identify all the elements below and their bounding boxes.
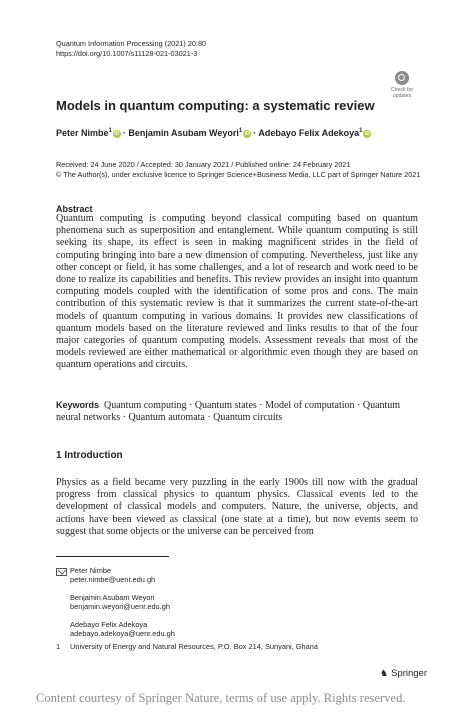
contact-name: Peter Nimbe [70, 566, 112, 575]
abstract-heading: Abstract [56, 204, 93, 214]
contact-email[interactable]: peter.nimbe@uenr.edu.gh [70, 575, 156, 585]
section-heading-introduction: 1 Introduction [56, 450, 123, 461]
check-for-updates-badge[interactable] [382, 71, 422, 102]
check-updates-icon [395, 71, 409, 85]
springer-horse-icon: ♞ [380, 668, 389, 678]
author-name[interactable]: Benjamin Asubam Weyori [128, 128, 239, 138]
article-title: Models in quantum computing: a systematic review [56, 98, 375, 113]
contact-list [70, 566, 175, 638]
orcid-icon[interactable]: iD [244, 130, 250, 137]
doi-link[interactable]: https://doi.org/10.1007/s11128-021-03021-3 [56, 48, 198, 58]
author-affil-ref: 1 [108, 128, 112, 134]
author-affil-ref: 1 [359, 128, 363, 134]
publication-dates: Received: 24 June 2020 / Accepted: 30 January 2021 / Published online: 24 February 2021 [56, 160, 351, 169]
check-updates-line2: updates [392, 93, 412, 99]
orcid-icon[interactable]: iD [364, 130, 370, 137]
springer-logo [380, 668, 427, 679]
article-dates [56, 160, 420, 180]
affiliation-footnote [56, 642, 318, 651]
journal-header [56, 39, 206, 58]
introduction-text: Physics as a field became very puzzling in the early 1900s till now with the gradual progress from classical physics to quantum physics. Classical events led to the development of classical models and computers. Nature, the universe, objects, and actions have been viewed as classical (one state at a time), but now events seem to suggest that some objects or the universe can be perceived from [56, 477, 418, 537]
affiliation-number: 1 [56, 642, 61, 651]
keywords-label: Keywords [56, 400, 100, 410]
author-affil-ref: 1 [238, 128, 243, 134]
keywords-block [56, 399, 418, 425]
copyright-line: © The Author(s), under exclusive licence to Springer Science+Business Media, LLC part of Springer Nature 2021 [56, 170, 421, 179]
keywords-list: Quantum computing · Quantum states · Model of computation · Quantum neural networks · Quantum automata · Quantum circuits [56, 400, 401, 424]
affiliation-text: University of Energy and Natural Resources, P.O. Box 214, Sunyani, Ghana [70, 642, 318, 651]
check-updates-line1: Check for [390, 87, 414, 93]
contact-email[interactable]: adebayo.adekoya@uenr.edu.gh [70, 629, 175, 639]
journal-citation: Quantum Information Processing (2021) 20:80 [56, 39, 207, 48]
contact-name: Adebayo Felix Adekoya [70, 619, 148, 629]
author-list: Peter Nimbe$^1$ iD · Benjamin Asubam Weyori$^1$ iD · Adebayo Felix Adekoya$^1$ iD [56, 128, 370, 138]
contact-name: Benjamin Asubam Weyori [70, 592, 155, 602]
contact-email[interactable]: benjamin.weyori@uenr.edu.gh [70, 602, 170, 612]
footnote-divider [56, 556, 169, 557]
courtesy-watermark: Content courtesy of Springer Nature, terms of use apply. Rights reserved. [36, 691, 406, 705]
author-name[interactable]: Peter Nimbe [56, 128, 109, 138]
publisher-name: Springer [391, 668, 427, 679]
abstract-text: Quantum computing is computing beyond classical computing based on quantum phenomena such as superposition and entanglement. While quantum computing is still seeking its shape, its effect is seen in making magnificent strides in the field of computing bringing into bare a new dimension of computing. Nevertheless, just like any other concept or field, it has some challenges, and a lot of research and work need to be done to realize its capabilities and benefits. This review provides an insight into quantum computing models coupled with the identification of some pros and cons. The main contribution of this systematic review is that it summarizes the current state-of-the-art models of quantum computing in various domains. It provides new classifications of quantum models based on the literature reviewed and links results to that of the four major categories of quantum computing models. Assessment reveals that most of the models reviewed are either mathematical or algorithmic even though they are based on quantum operations and circuits. [56, 213, 418, 371]
author-name[interactable]: Adebayo Felix Adekoya [258, 128, 360, 138]
envelope-icon [56, 568, 67, 576]
orcid-icon[interactable]: iD [114, 130, 120, 137]
